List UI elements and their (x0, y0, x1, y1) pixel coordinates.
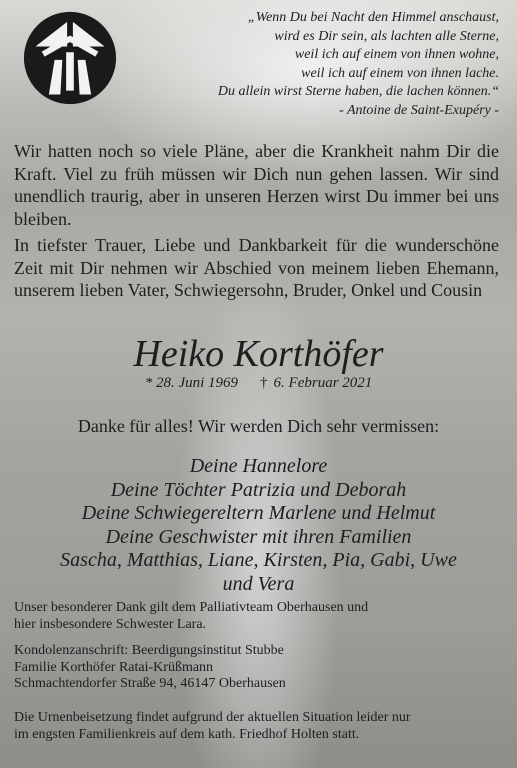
signature-line: Deine Töchter Patrizia und Deborah (110, 478, 407, 501)
signature-line: Deine Geschwister mit ihren Familien (105, 525, 412, 548)
quote-line: weil ich auf einem von ihnen wohne, (294, 47, 499, 62)
quote-line: weil ich auf einem von ihnen lache. (301, 65, 499, 81)
death-date: 6. Februar 2021 (273, 375, 373, 391)
note-line: Unser besonderer Dank gilt dem Palliativteam Oberhausen und (14, 600, 369, 615)
farewell-paragraph: In tiefster Trauer, Liebe und Dankbarkeit für die wunderschöne Zeit mit Dir nehmen wir Abschied von meinem lieben Ehemann, unserem lieben Vater, Schwiegersohn, Bruder, Onkel und Cousin (14, 235, 499, 300)
birth-date: * 28. Juni 1969 (144, 375, 239, 391)
signature-block (0, 455, 517, 596)
signature-line: Sascha, Matthias, Liane, Kirsten, Pia, Gabi, Uwe (60, 549, 457, 571)
signature-line: und Vera (222, 572, 295, 595)
quote-author: - Antoine de Saint-Exupéry - (339, 102, 499, 118)
quote-line: wird es Dir sein, als lachten alle Sterne, (274, 28, 499, 44)
signature-line: Deine Schwiegereltern Marlene und Helmut (81, 502, 436, 524)
note-line: hier insbesondere Schwester Lara. (14, 616, 207, 632)
roofer-guild-emblem-icon (22, 10, 118, 106)
cross-icon: † (260, 375, 268, 391)
intro-paragraph: Wir hatten noch so viele Pläne, aber die Krankheit nahm Dir die Kraft. Viel zu früh müssen wir Dich nun gehen lassen. Wir sind unendlich traurig, aber in unseren Herzen wirst Du immer bei uns bleiben. (14, 141, 499, 229)
special-thanks-note (14, 600, 504, 633)
quote-line: Du allein wirst Sterne haben, die lachen können.“ (217, 84, 499, 99)
condolence-address (14, 643, 504, 693)
signature-line: Deine Hannelore (189, 455, 328, 477)
burial-note (14, 710, 504, 743)
thanks-line: Danke für alles! Wir werden Dich sehr vermissen: (77, 416, 440, 436)
quote-line: „Wenn Du bei Nacht den Himmel anschaust, (247, 10, 499, 25)
note-line: Familie Korthöfer Ratai-Krüßmann (14, 659, 214, 675)
note-line: Kondolenzanschrift: Beerdigungsinstitut Stubbe (14, 643, 284, 658)
note-line: Schmachtendorfer Straße 94, 46147 Oberhausen (14, 676, 286, 691)
deceased-name: Heiko Korthöfer (133, 333, 384, 375)
quote-block (119, 9, 499, 120)
note-line: im engsten Familienkreis auf dem kath. Friedhof Holten statt. (14, 726, 360, 742)
note-line: Die Urnenbeisetzung findet aufgrund der aktuellen Situation leider nur (14, 710, 411, 725)
life-dates (0, 375, 517, 392)
